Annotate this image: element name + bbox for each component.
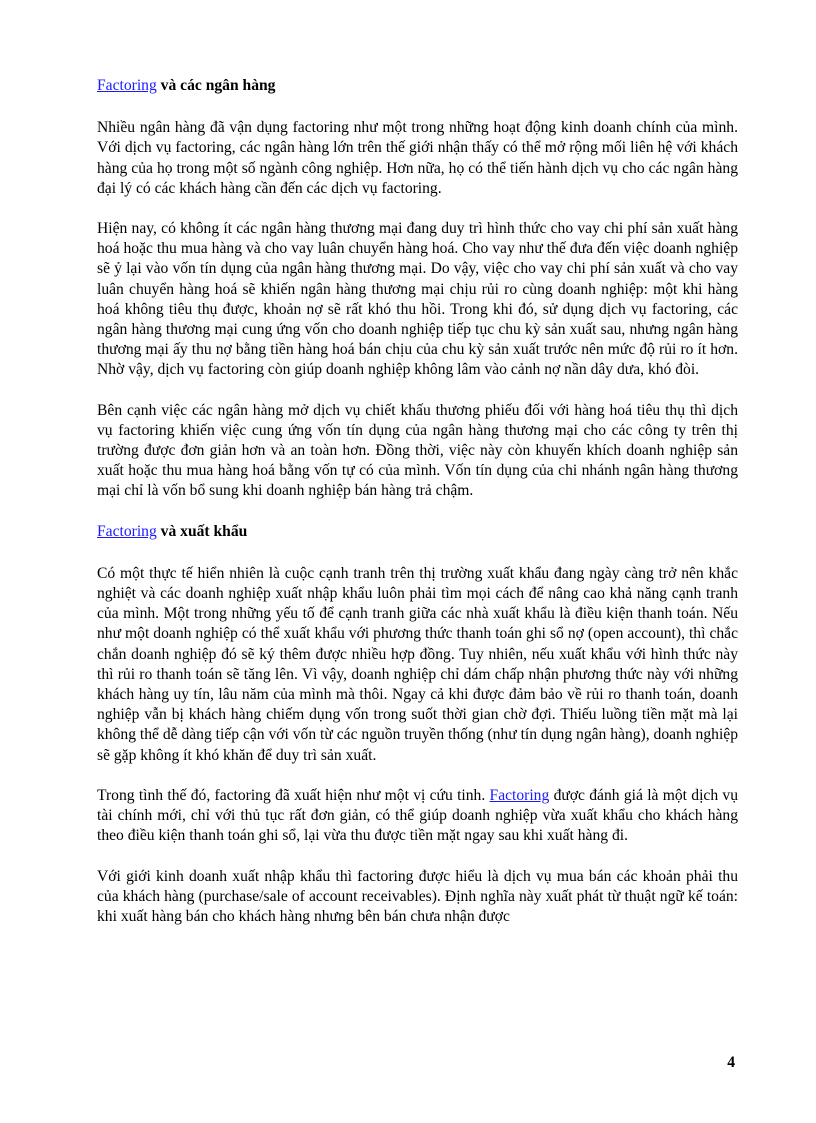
section-heading-banks <box>97 76 738 96</box>
paragraph: Nhiều ngân hàng đã vận dụng factoring như một trong những hoạt động kinh doanh chính của mình. Với dịch vụ factoring, các ngân hàng lớn trên thế giới nhận thấy có thể mở rộng mối liên hệ với khách hàng của họ trong một số ngành công nghiệp. Hơn nữa, họ có thể tiến hành dịch vụ cho các ngân hàng đại lý có các khách hàng cần đến các dịch vụ factoring. <box>97 119 738 197</box>
paragraph: Với giới kinh doanh xuất nhập khẩu thì factoring được hiểu là dịch vụ mua bán các khoản phải thu của khách hàng (purchase/sale of account receivables). Định nghĩa này xuất phát từ thuật ngữ kế toán: khi xuất hàng bán cho khách hàng nhưng bên bán chưa nhận được <box>97 867 738 925</box>
factoring-link[interactable]: Factoring <box>489 786 550 804</box>
paragraph: Bên cạnh việc các ngân hàng mở dịch vụ chiết khấu thương phiếu đối với hàng hoá tiêu thụ thì dịch vụ factoring khiến việc cung ứng vốn tín dụng của ngân hàng thương mại cho các công ty trên thị trường được đơn giản hơn và an toàn hơn. Đồng thời, việc này còn khuyến khích doanh nghiệp sản xuất hoặc thu mua hàng hoá bằng vốn tự có của mình. Vốn tín dụng của chi nhánh ngân hàng thương mại chỉ là vốn bổ sung khi doanh nghiệp bán hàng trả chậm. <box>97 401 738 500</box>
page-content <box>97 76 738 947</box>
paragraph: Có một thực tế hiển nhiên là cuộc cạnh tranh trên thị trường xuất khẩu đang ngày càng trở nên khắc nghiệt và các doanh nghiệp xuất nhập khẩu luôn phải tìm mọi cách để nâng cao khả năng cạnh tranh của mình. Một trong những yếu tố để cạnh tranh giữa các nhà xuất khẩu là điều kiện thanh toán. Nếu như một doanh nghiệp có thể xuất khẩu với phương thức thanh toán ghi sổ nợ (open account), thì chắc chắn doanh nghiệp đó sẽ ký thêm được nhiều hợp đồng. Tuy nhiên, nếu xuất khẩu với hình thức này thì rủi ro thanh toán sẽ tăng lên. Vì vậy, doanh nghiệp chỉ dám chấp nhận phương thức này với những khách hàng uy tín, lâu năm của mình mà thôi. Ngay cả khi được đảm bảo về rủi ro thanh toán, doanh nghiệp vẫn bị khách hàng chiếm dụng vốn trong suốt thời gian chờ đợi. Thiếu luồng tiền mặt mà lại không thể dễ dàng tiếp cận với vốn từ các nguồn truyền thống (như tín dụng ngân hàng), doanh nghiệp sẽ gặp không ít khó khăn để duy trì sản xuất. <box>97 564 738 764</box>
page-number: 4 <box>727 1054 735 1071</box>
section-heading-export <box>97 522 738 542</box>
section-heading-text: và các ngân hàng <box>156 77 276 94</box>
factoring-link[interactable]: Factoring <box>97 77 157 94</box>
factoring-link[interactable]: Factoring <box>97 522 157 540</box>
paragraph-text: được đánh giá là một dịch vụ tài chính mới, chỉ với thủ tục rất đơn giản, có thể giúp doanh nghiệp vừa xuất khẩu cho khách hàng theo điều kiện thanh toán ghi sổ, lại vừa thu được tiền mặt ngay sau khi xuất hàng đi. <box>97 786 738 845</box>
paragraph <box>97 786 738 847</box>
paragraph-text: Trong tình thế đó, factoring đã xuất hiện như một vị cứu tinh. <box>97 786 490 804</box>
paragraph: Hiện nay, có không ít các ngân hàng thương mại đang duy trì hình thức cho vay chi phí sản xuất hàng hoá hoặc thu mua hàng và cho vay luân chuyển hàng hoá. Cho vay như thế đưa đến việc doanh nghiệp sẽ ỷ lại vào vốn tín dụng của ngân hàng thương mại. Do vậy, việc cho vay chi phí sản xuất và cho vay luân chuyển hàng hoá sẽ khiến ngân hàng thương mại chịu rủi ro cùng doanh nghiệp: một khi hàng hoá không tiêu thụ được, khoản nợ sẽ rất khó thu hồi. Trong khi đó, sử dụng dịch vụ factoring, các ngân hàng thương mại cung ứng vốn cho doanh nghiệp tiếp tục chu kỳ sản xuất sau, nhưng ngân hàng thương mại ấy thu nợ bằng tiền hàng hoá bán chịu của chu kỳ sản xuất trước nên mức độ rủi ro ít hơn. Nhờ vậy, dịch vụ factoring còn giúp doanh nghiệp không lâm vào cảnh nợ nần dây dưa, khó đòi. <box>97 220 738 379</box>
section-heading-text: và xuất khẩu <box>156 522 248 540</box>
